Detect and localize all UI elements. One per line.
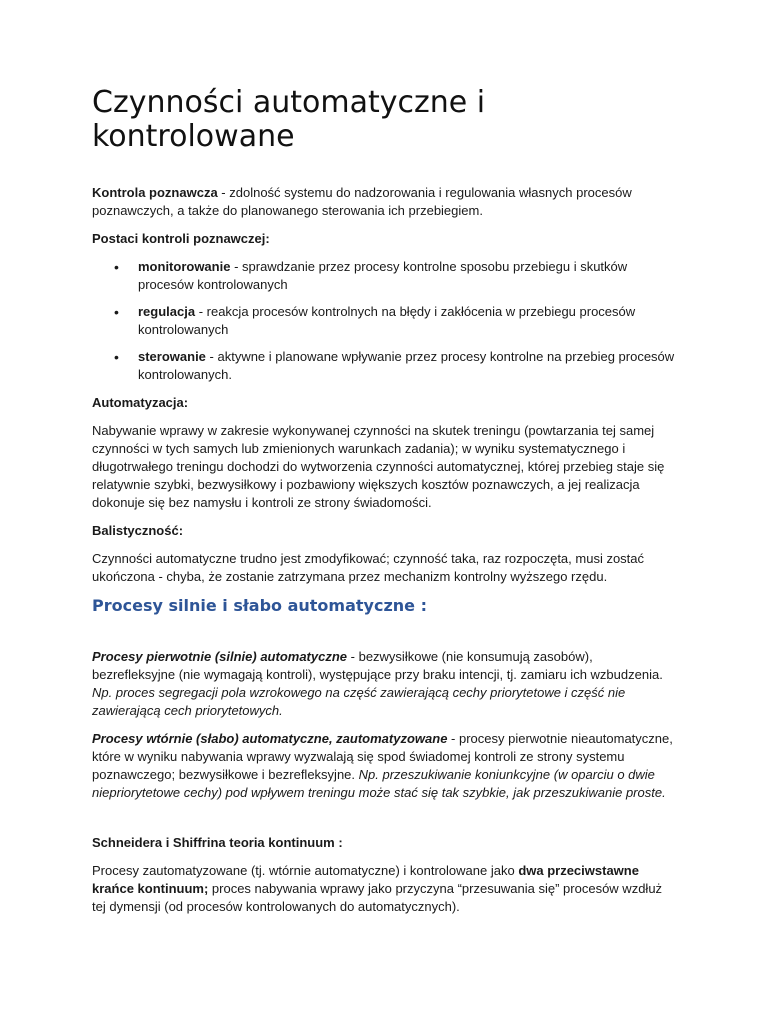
kontrola-text: - zdolność systemu do nadzorowania i regulowania własnych procesów poznawczych, a także do planowanego sterowania ich przebiegiem. — [92, 185, 632, 218]
automatyzacja-paragraph: Nabywanie wprawy w zakresie wykonywanej czynności na skutek treningu (powtarzania tej samej czynności w tych samych lub zmienionych warunkach zadania); w wyniku systematycznego i długotrwałego treningu dochodzi do wytworzenia czynności automatycznej, której przebieg staje się relatywnie szybki, bezwysiłkowy i pozbawiony większych kosztów poznawczych, a jej realizacja dokonuje się bez namysłu i kontroli ze strony świadomości. — [92, 423, 665, 510]
wtorne-example: Np. przeszukiwanie koniunkcyjne (w oparciu o dwie niepriorytetowe cechy) pod wpływem treningu może stać się tak szybkie, jak przeszukiwanie proste. — [92, 767, 666, 800]
kontinuum-paragraph — [92, 862, 676, 916]
pierwotne-example: Np. proces segregacji pola wzrokowego na część zawierającą cechy priorytetowe i część nie zawierającą cech priorytetowych. — [92, 685, 626, 718]
pierwotne-paragraph — [92, 648, 676, 720]
wtorne-paragraph — [92, 730, 676, 802]
postaci-list — [92, 258, 676, 384]
balistycznosc-heading: Balistyczność: — [92, 523, 184, 538]
kontinuum-heading: Schneidera i Shiffrina teoria kontinuum : — [92, 835, 343, 850]
list-item-term: monitorowanie — [138, 259, 231, 274]
list-item — [92, 258, 676, 294]
kontinuum-text-1: Procesy zautomatyzowane (tj. wtórnie automatyczne) i kontrolowane jako — [92, 863, 519, 878]
wtorne-term: Procesy wtórnie (słabo) automatyczne, zautomatyzowane — [92, 731, 448, 746]
list-item-text: - reakcja procesów kontrolnych na błędy i zakłócenia w przebiegu procesów kontrolowanych — [138, 304, 636, 337]
list-item-term: sterowanie — [138, 349, 206, 364]
spacer — [92, 812, 676, 834]
list-item — [92, 348, 676, 384]
balistycznosc-paragraph: Czynności automatyczne trudno jest zmodyfikować; czynność taka, raz rozpoczęta, musi zostać ukończona - chyba, że zostanie zatrzymana przez mechanizm kontrolny wyższego rzędu. — [92, 551, 645, 584]
kontinuum-text-2: proces nabywania wprawy jako przyczyna “przesuwania się” procesów wzdłuż tej dymensji (od procesów kontrolowanych do automatycznych). — [92, 881, 663, 914]
list-item — [92, 303, 676, 339]
pierwotne-text: - bezwysiłkowe (nie konsumują zasobów), bezrefleksyjne (nie wymagają kontroli), występujące przy braku intencji, tj. zamiaru ich wzbudzenia. — [92, 649, 663, 682]
section-heading: Procesy silnie i słabo automatyczne : — [92, 596, 427, 615]
list-item-text: - sprawdzanie przez procesy kontrolne sposobu przebiegu i skutków procesów kontrolowanych — [138, 259, 628, 292]
list-item-term: regulacja — [138, 304, 196, 319]
kontrola-paragraph — [92, 184, 676, 220]
kontinuum-bold: dwa przeciwstawne krańce kontinuum; — [92, 863, 639, 896]
page-title: Czynności automatyczne i kontrolowane — [92, 85, 486, 154]
automatyzacja-heading: Automatyzacja: — [92, 395, 189, 410]
wtorne-text: - procesy pierwotnie nieautomatyczne, które w wyniku nabywania wprawy wyzwalają się spod świadomej kontroli ze strony systemu poznawczego; bezwysiłkowe i bezrefleksyjne. — [92, 731, 673, 782]
list-item-text: - aktywne i planowane wpływanie przez procesy kontrolne na przebieg procesów kontrolowanych. — [138, 349, 675, 382]
postaci-heading: Postaci kontroli poznawczej: — [92, 231, 270, 246]
pierwotne-term: Procesy pierwotnie (silnie) automatyczne — [92, 649, 348, 664]
kontrola-term: Kontrola poznawcza — [92, 185, 218, 200]
